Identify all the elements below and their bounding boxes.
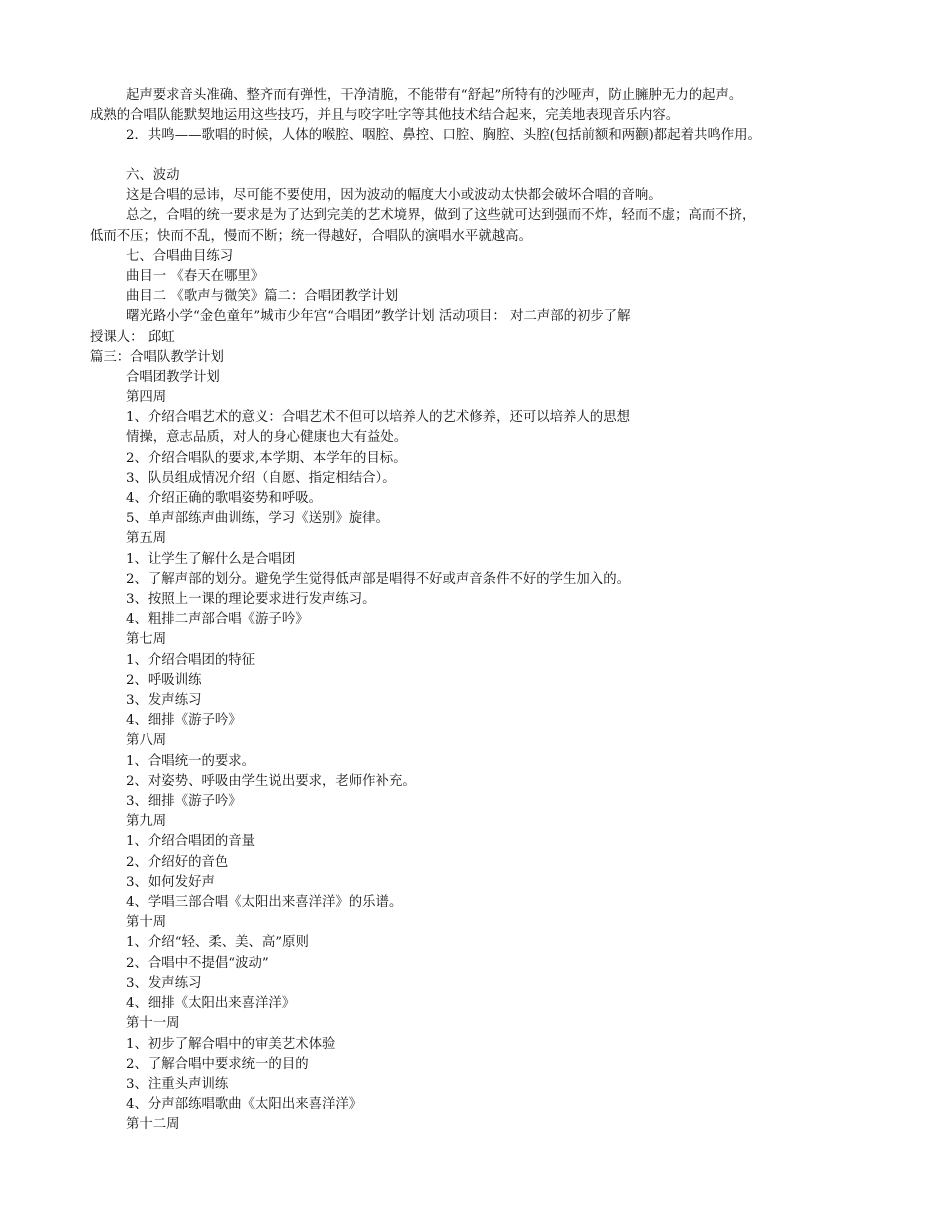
week-item: 4、分声部练唱歌曲《太阳出来喜洋洋》	[126, 1097, 363, 1113]
onset-paragraph-line-1: 起声要求音头准确、整齐而有弹性，干净清脆，不能带有“舒起”所特有的沙哑声，防止臃肿无力的起声。	[126, 88, 743, 103]
week-item: 2、呼吸训练	[126, 672, 202, 688]
song-two: 曲目二 《歌声与微笑》篇二：合唱团教学计划	[126, 289, 399, 305]
week-item: 2、合唱中不提倡“波动”	[126, 955, 269, 971]
week-item: 4、细排《太阳出来喜洋洋》	[126, 996, 296, 1012]
week-item: 情操，意志品质，对人的身心健康也大有益处。	[126, 430, 408, 446]
vibrato-paragraph: 这是合唱的忌讳，尽可能不要使用，因为波动的幅度大小或波动太快都会破坏合唱的音响。	[126, 188, 662, 204]
week-item: 1、初步了解合唱中的审美艺术体验	[126, 1036, 336, 1052]
week-item: 2、介绍合唱队的要求,本学期、本学年的目标。	[126, 450, 407, 466]
week-title: 第十周	[126, 915, 167, 931]
summary-paragraph-line-1: 总之，合唱的统一要求是为了达到完美的艺术境界，做到了这些就可达到强而不炸，轻而不虚；高而不挤，	[126, 208, 756, 224]
week-item: 4、细排《游子吟》	[126, 713, 242, 729]
summary-paragraph-line-2: 低而不压；快而不乱，慢而不断；统一得越好，合唱队的演唱水平就越高。	[90, 228, 532, 244]
week-title: 第十一周	[126, 1016, 180, 1032]
week-title: 第十二周	[126, 1117, 180, 1133]
plan-title: 合唱团教学计划	[126, 370, 220, 386]
week-item: 3、发声练习	[126, 693, 202, 709]
week-item: 5、单声部练声曲训练，学习《送别》旋律。	[126, 511, 389, 527]
week-item: 3、按照上一课的理论要求进行发声练习。	[126, 592, 376, 608]
week-item: 2、介绍好的音色	[126, 854, 229, 870]
week-title: 第四周	[126, 390, 167, 405]
week-title: 第七周	[126, 632, 167, 648]
week-item: 3、队员组成情况介绍（自愿、指定相结合）。	[126, 470, 396, 486]
section-vocal-technique	[90, 86, 870, 147]
plan-description: 曙光路小学“金色童年”城市少年宫“合唱团”教学计划 活动项目： 对二声部的初步了解	[126, 309, 631, 325]
week-title: 第八周	[126, 733, 167, 749]
weekly-plan-list	[90, 388, 870, 1136]
week-item: 2、对姿势、呼吸由学生说出要求，老师作补充。	[126, 773, 416, 789]
heading-repertoire: 七、合唱曲目练习	[126, 248, 234, 264]
week-item: 4、学唱三部合唱《太阳出来喜洋洋》的乐谱。	[126, 895, 403, 911]
week-item: 1、介绍“轻、柔、美、高”原则	[126, 935, 309, 951]
week-item: 1、介绍合唱团的特征	[126, 652, 256, 668]
onset-paragraph-line-2: 成熟的合唱队能默契地运用这些技巧，并且与咬字吐字等其他技术结合起来，完美地表现音乐内容。	[90, 108, 680, 124]
week-item: 1、合唱统一的要求。	[126, 753, 256, 769]
week-item: 4、介绍正确的歌唱姿势和呼吸。	[126, 491, 322, 507]
song-one: 曲目一 《春天在哪里》	[126, 269, 265, 285]
week-item: 1、介绍合唱团的音量	[126, 834, 256, 850]
resonance-paragraph: 2．共鸣——歌唱的时候，人体的喉腔、咽腔、鼻控、口腔、胸腔、头腔(包括前额和两颧)都起着共鸣作用。	[126, 128, 761, 144]
week-title: 第五周	[126, 531, 167, 547]
week-item: 3、如何发好声	[126, 874, 215, 890]
week-item: 1、让学生了解什么是合唱团	[126, 551, 296, 567]
week-item: 2、了解声部的划分。避免学生觉得低声部是唱得不好或声音条件不好的学生加入的。	[126, 571, 630, 587]
teacher-line: 授课人： 邱虹	[90, 329, 175, 345]
week-item: 3、注重头声训练	[126, 1076, 229, 1092]
section-vibrato-and-repertoire	[90, 166, 870, 388]
week-title: 第九周	[126, 814, 167, 830]
week-item: 4、粗排二声部合唱《游子吟》	[126, 612, 309, 628]
week-item: 2、了解合唱中要求统一的目的	[126, 1056, 309, 1072]
week-item: 1、介绍合唱艺术的意义：合唱艺术不但可以培养人的艺术修养，还可以培养人的思想	[126, 410, 630, 426]
week-item: 3、发声练习	[126, 975, 202, 991]
week-item: 3、细排《游子吟》	[126, 794, 242, 810]
heading-vibrato: 六、波动	[126, 168, 180, 183]
part-three-heading: 篇三：合唱队教学计划	[90, 349, 224, 365]
